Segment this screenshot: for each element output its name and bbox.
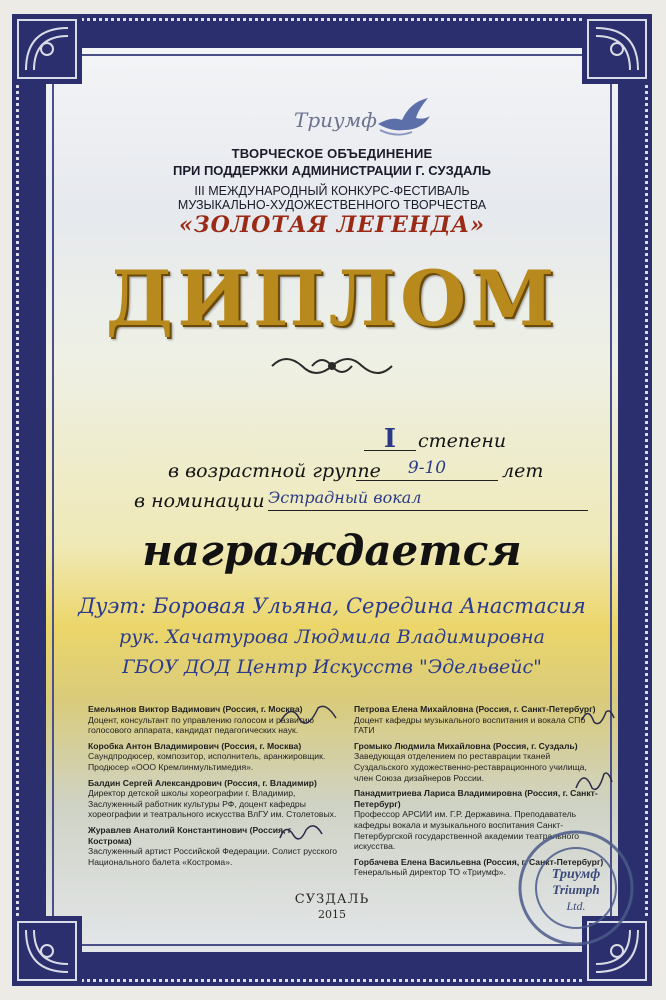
- signature-mark: [276, 820, 326, 846]
- scroll-ornament-icon: [266, 348, 398, 384]
- dove-icon: [372, 94, 432, 140]
- awarded-heading: награждается: [142, 526, 522, 575]
- jury-member-desc: Доцент кафедры музыкального воспитания и вокала СПб ГАТИ: [354, 714, 586, 736]
- jury-member: [88, 741, 338, 773]
- recipient-line-1: Дуэт: Боровая Ульяна, Середина Анастасия: [78, 594, 586, 618]
- jury-member-desc: Доцент, консультант по управлению голосом и развитию голосового аппарата, кандидат педагогических наук.: [88, 714, 315, 736]
- jury-member-name: Коробка Антон Владимирович (Россия, г. Москва): [88, 740, 302, 751]
- diploma-content: [46, 48, 618, 952]
- jury-member-desc: Генеральный директор ТО «Триумф».: [354, 867, 506, 878]
- nomination-label: в номинации: [134, 490, 265, 512]
- jury-member: [354, 704, 604, 736]
- recipient-line-3: ГБОУ ДОД Центр Искусств "Эдельвейс": [122, 656, 542, 678]
- jury-member-desc: Саундпродюсер, композитор, исполнитель, аранжировщик. Продюсер «ООО Кремлинмультимедия».: [88, 751, 326, 772]
- jury-member-desc: Заслуженный артист Российской Федерации. Солист русского Национального балета «Кострома».: [88, 846, 338, 867]
- organizer-line-2: ПРИ ПОДДЕРЖКИ АДМИНИСТРАЦИИ Г. СУЗДАЛЬ: [172, 163, 492, 178]
- jury-member-desc: Заведующая отделением по реставрации тканей Суздальского художественно-реставрационного училища, член Союза дизайнеров России.: [354, 751, 587, 783]
- age-group-unit: лет: [502, 460, 544, 482]
- jury-member-name: Громыко Людмила Михайловна (Россия, г. Суздаль): [354, 740, 578, 751]
- jury-member: [354, 741, 604, 783]
- jury-member-name: Петрова Елена Михайловна (Россия, г. Санкт-Петербург): [354, 704, 596, 714]
- nomination-value: Эстрадный вокал: [268, 488, 588, 511]
- signature-mark: [580, 704, 616, 730]
- signature-mark: [574, 768, 614, 796]
- recipient-line-2: рук. Хачатурова Людмила Владимировна: [119, 626, 545, 648]
- jury-member: [88, 778, 338, 820]
- footer-year: 2015: [318, 908, 346, 921]
- jury-member-name: Панадмитриева Лариса Владимировна (Россия, г. Санкт-Петербург): [354, 788, 598, 809]
- organizer-line-1: ТВОРЧЕСКОЕ ОБЪЕДИНЕНИЕ: [231, 146, 433, 161]
- logo-text: Триумф: [294, 108, 377, 132]
- degree-value: I: [364, 428, 416, 451]
- diploma-title: ДИПЛОМ: [105, 254, 559, 343]
- signature-mark: [278, 700, 338, 730]
- age-group-value: 9-10: [356, 458, 498, 481]
- round-stamp-icon: [516, 828, 636, 948]
- stamp-bottom-text: Ltd.: [566, 899, 586, 913]
- jury-member-name: Емельянов Виктор Вадимович (Россия, г. Москва): [88, 704, 303, 714]
- degree-label: степени: [418, 430, 507, 452]
- footer-city: СУЗДАЛЬ: [294, 892, 370, 907]
- jury-member-name: Балдин Сергей Александрович (Россия, г. Владимир): [88, 777, 317, 788]
- jury-member-name: Журавлев Анатолий Константинович (Россия, г. Кострома): [88, 824, 293, 846]
- stamp-mid-text: Triumph: [552, 882, 600, 897]
- contest-line-1: III МЕЖДУНАРОДНЫЙ КОНКУРС-ФЕСТИВАЛЬ: [194, 184, 470, 198]
- jury-member-name: Горбачева Елена Васильевна (Россия, г. Санкт-Петербург): [354, 856, 604, 867]
- age-group-label: в возрастной группе: [168, 460, 381, 482]
- jury-member-desc: Профессор АРСИИ им. Г.Р. Державина. Преподаватель кафедры вокала и музыкального воспитания Санкт-Петербургской государственной академии театрального искусства.: [354, 809, 580, 852]
- jury-member-desc: Директор детской школы хореографии г. Владимир, Заслуженный работник культуры РФ, доцент кафедры хореографии и театрального искусства ВлГУ им. Столетовых.: [88, 788, 337, 820]
- contest-line-2: МУЗЫКАЛЬНО-ХУДОЖЕСТВЕННОГО ТВОРЧЕСТВА: [177, 198, 487, 212]
- stamp-top-text: Триумф: [551, 867, 601, 882]
- contest-name: «ЗОЛОТАЯ ЛЕГЕНДА»: [179, 212, 485, 238]
